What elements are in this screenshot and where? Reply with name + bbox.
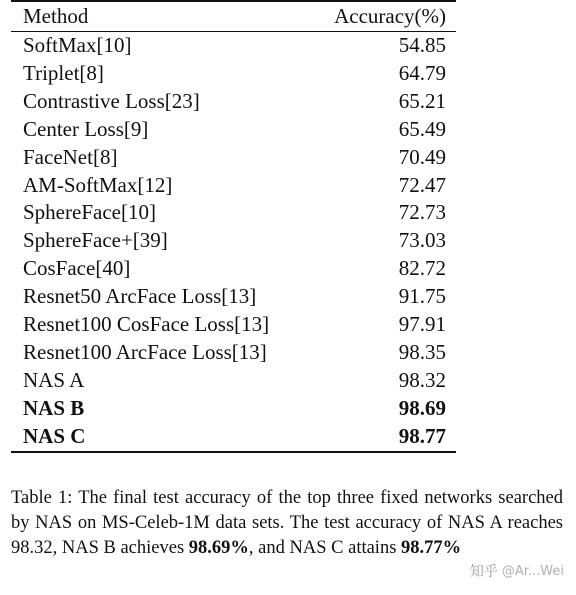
results-table-body (11, 32, 456, 451)
cell-accuracy: 65.49 (398, 116, 446, 141)
cell-accuracy: 91.75 (398, 284, 446, 309)
cell-accuracy: 98.69 (398, 395, 446, 420)
cell-accuracy: 72.73 (398, 200, 446, 225)
cell-accuracy: 72.47 (398, 172, 446, 197)
table-row (11, 199, 456, 227)
table-header-row (11, 2, 456, 31)
table-row (11, 172, 456, 200)
cell-accuracy: 54.85 (398, 33, 446, 57)
watermark-site: 知乎 (469, 564, 498, 580)
table-row (11, 60, 456, 88)
cell-method: CosFace[40] (23, 256, 131, 281)
cell-method: Center Loss[9] (23, 116, 149, 141)
caption-nas-b-accuracy: 98.69% (188, 538, 249, 558)
table-row (11, 339, 456, 367)
table-row (11, 283, 456, 311)
table-row (11, 367, 456, 395)
cell-method: SphereFace[10] (23, 200, 156, 225)
watermark (470, 561, 564, 581)
table-bottom-rule (11, 451, 456, 453)
table-row (11, 395, 456, 423)
cell-accuracy: 98.77 (398, 423, 446, 448)
cell-accuracy: 70.49 (398, 144, 446, 169)
cell-accuracy: 98.35 (398, 339, 446, 364)
cell-method: NAS A (23, 367, 85, 392)
table-row (11, 227, 456, 255)
table-row (11, 423, 456, 451)
table-caption (11, 486, 563, 561)
table-row (11, 116, 456, 144)
cell-method: FaceNet[8] (23, 144, 118, 169)
results-table-container (11, 0, 456, 453)
cell-method: SoftMax[10] (23, 33, 132, 57)
cell-method: Resnet50 ArcFace Loss[13] (23, 284, 257, 309)
watermark-user: @Ar...Wei (501, 563, 564, 579)
cell-method: Resnet100 CosFace Loss[13] (23, 312, 270, 337)
cell-method: NAS C (23, 423, 86, 448)
caption-text-2: , and NAS C attains (248, 538, 402, 558)
header-method: Method (23, 4, 89, 28)
caption-nas-c-accuracy: 98.77% (401, 538, 462, 558)
cell-method: AM-SoftMax[12] (23, 172, 173, 197)
cell-accuracy: 65.21 (398, 88, 446, 113)
table-row (11, 311, 456, 339)
cell-accuracy: 98.32 (398, 367, 446, 392)
cell-accuracy: 73.03 (398, 228, 446, 253)
cell-accuracy: 64.79 (398, 60, 446, 85)
header-accuracy: Accuracy(%) (334, 4, 446, 28)
table-row (11, 32, 456, 60)
table-row (11, 144, 456, 172)
cell-method: Contrastive Loss[23] (23, 88, 200, 113)
table-row (11, 255, 456, 283)
cell-method: Resnet100 ArcFace Loss[13] (23, 339, 267, 364)
results-table (11, 2, 456, 31)
cell-accuracy: 97.91 (398, 312, 446, 337)
caption-text-1: Table 1: The final test accuracy of the top three fixed networks searched by NAS on MS-Celeb-1M data sets. The test accuracy of NAS A reaches 98.32, NAS B achieves (11, 488, 563, 558)
cell-accuracy: 82.72 (398, 256, 446, 281)
cell-method: SphereFace+[39] (23, 228, 168, 253)
cell-method: NAS B (23, 395, 85, 420)
table-row (11, 88, 456, 116)
cell-method: Triplet[8] (23, 60, 104, 85)
